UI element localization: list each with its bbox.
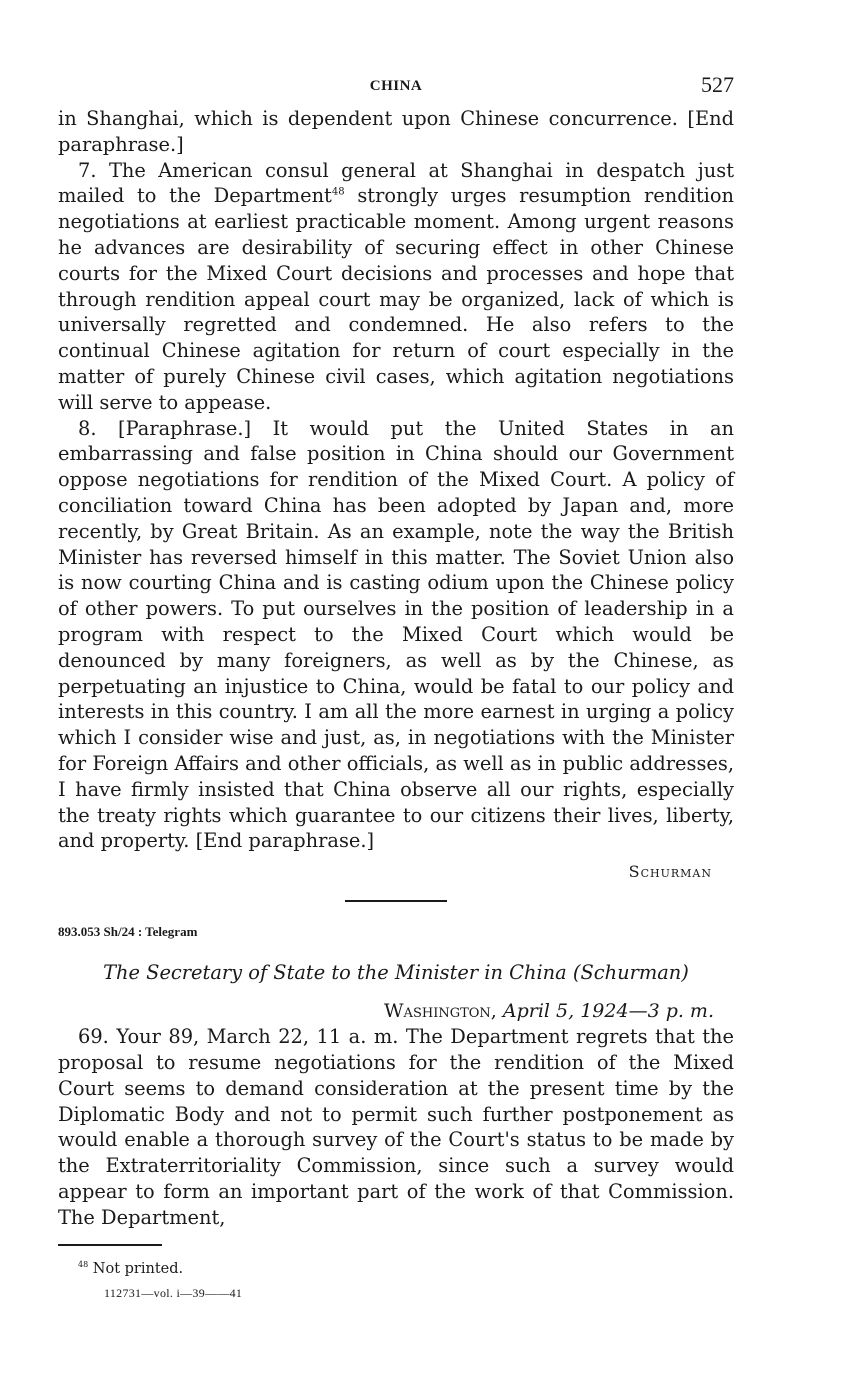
paragraph-8: 8. [Paraphrase.] It would put the United States in an embarrassing and false position in China should our Government oppose negotiations for rendition of the Mixed Court. A policy of conciliation toward China has been adopted by Japan and, more recently, by Great Britain. As an example, note the way the British Minister has reversed himself in this matter. The Soviet Union also is now courting China and is casting odium upon the Chinese policy of other powers. To put ourselves in the position of leadership in a program with respect to the Mixed Court which would be denounced by many foreigners, as well as by the Chinese, as perpetuating an injustice to China, would be fatal to our policy and interests in this country. I am all the more earnest in urging a policy which I consider wise and just, as, in negotiations with the Minister for Foreign Affairs and other officials, as well as in public addresses, I have firmly insisted that China observe all our rights, especially the treaty rights which guarantee to our citizens their lives, liberty, and property. [End paraphrase.]	[58, 416, 734, 853]
footnote-48-mark: 48	[78, 1260, 89, 1270]
document-title-close: )	[681, 961, 689, 985]
page-header	[58, 72, 734, 106]
document-page	[58, 72, 734, 1301]
dateline-date: April 5, 1924—3 p. m.	[496, 1000, 714, 1023]
document-title-text: The Secretary of State to the Minister in China (	[103, 961, 581, 985]
section-separator	[345, 900, 447, 902]
print-code: 112731—vol. i—39——41	[104, 1285, 243, 1300]
document-title-name: Schurman	[580, 961, 682, 985]
paragraph-7-text-b: strongly urges resumption rendition negotiations at earliest practicable moment. Among urgent reasons he advances are desirability of securing effect in other Chinese courts for the Mixed Court decisions and processes and hope that through rendition appeal court may be organized, lack of which is universally regretted and condemned. He also refers to the continual Chinese agitation for return of court especially in the matter of purely Chinese civil cases, which agitation negotiations will serve to appease.	[58, 184, 735, 414]
paragraph-7	[58, 158, 734, 416]
paragraph-7-text-a: 7. The American consul general at Shanghai in despatch just mailed to the Department	[58, 158, 734, 208]
running-head: CHINA	[369, 78, 423, 94]
footnote-48-text: Not printed.	[88, 1260, 184, 1277]
dateline-place: Washington,	[384, 1000, 497, 1023]
file-reference: 893.053 Sh/24 : Telegram	[58, 924, 198, 940]
page-number: 527	[701, 72, 734, 97]
footnote-rule	[58, 1244, 162, 1246]
document-title	[58, 960, 734, 986]
dateline	[58, 998, 734, 1024]
footnote-reference-48: 48	[331, 186, 345, 198]
signature: Schurman	[628, 862, 712, 882]
footnote-48	[78, 1260, 734, 1278]
paragraph-continuation: in Shanghai, which is dependent upon Chinese concurrence. [End paraphrase.]	[58, 107, 734, 156]
telegram-body: 69. Your 89, March 22, 11 a. m. The Department regrets that the proposal to resume negotiations for the rendition of the Mixed Court seems to demand consideration at the present time by the Diplomatic Body and not to permit such further postponement as would enable a thorough survey of the Court's status to be made by the Extraterritoriality Commission, since such a survey would appear to form an important part of the work of that Commission. The Department,	[58, 1025, 734, 1229]
